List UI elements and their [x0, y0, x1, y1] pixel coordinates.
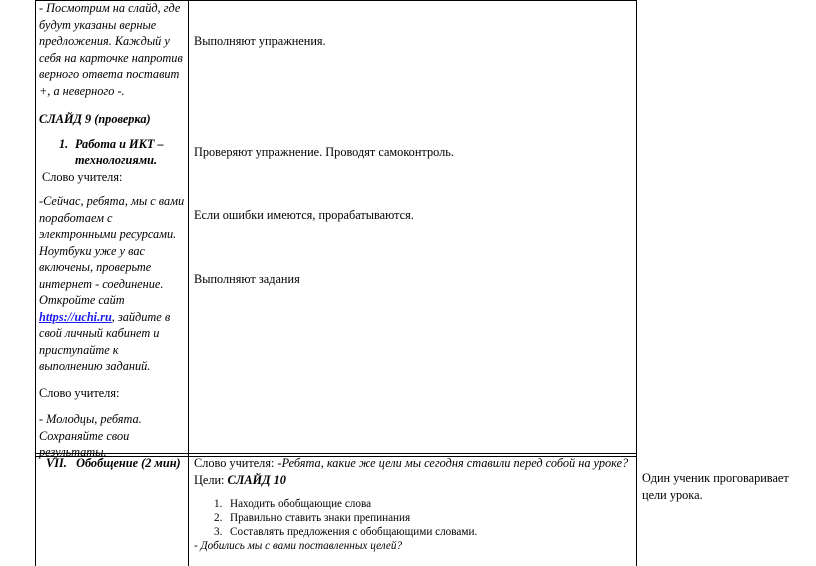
slide9-label: СЛАЙД 9 (проверка): [39, 112, 151, 126]
uchi-ru-link[interactable]: https://uchi.ru: [39, 309, 112, 324]
student-action-3: Если ошибки имеются, прорабатываются.: [194, 208, 414, 222]
student-action-2: Проверяют упражнение. Проводят самоконтроль.: [194, 145, 454, 159]
teacher-word-label-1: Слово учителя:: [42, 169, 123, 184]
list-item-text: Находить обобщающие слова: [230, 498, 372, 510]
ict-list-number: 1.: [59, 136, 69, 151]
closing-remark: - Молодцы, ребята. Сохраняйте свои результаты.: [39, 412, 142, 459]
list-item: [194, 525, 634, 539]
instructions-text-end: , зайдите в свой личный кабинет и приступайте к выполнению заданий.: [39, 309, 171, 373]
ict-list-text: Работа и ИКТ – технологиями.: [75, 136, 164, 167]
list-item-number: 1.: [214, 498, 223, 510]
list-item: [194, 497, 634, 511]
row2-teacher-column: [194, 455, 634, 553]
slide-intro-text: - Посмотрим на слайд, где будут указаны верные предложения. Каждый у себя на карточке напротив верного ответа поставит +, а неверного -.: [39, 1, 183, 98]
teacher-question: -Ребята, какие же цели мы сегодня ставили перед собой на уроке?: [277, 456, 629, 470]
teacher-word-label-2: Слово учителя:: [39, 385, 120, 400]
teacher-question-line: [194, 455, 634, 472]
goals-prefix: Цели:: [194, 472, 228, 487]
list-item-text: Правильно ставить знаки препинания: [230, 512, 411, 524]
ict-list-item: [39, 136, 185, 169]
list-item-number: 2.: [214, 512, 223, 524]
list-item: [194, 511, 634, 525]
teacher-instructions: [39, 193, 185, 375]
teacher-prefix: Слово учителя:: [194, 456, 278, 470]
row1-teacher-column: [39, 0, 185, 461]
student-action-1: Выполняют упражнения.: [194, 34, 326, 48]
goals-line: [194, 472, 634, 489]
goals-list: [194, 497, 634, 539]
list-item-text: Составлять предложения с обобщающими словами.: [230, 526, 478, 538]
student-response: Один ученик проговаривает цели урока.: [642, 471, 789, 502]
column-divider-2: [636, 0, 637, 566]
final-question: - Добились мы с вами поставленных целей?: [194, 540, 403, 552]
instructions-text-start: -Сейчас, ребята, мы с вами поработаем с электронными ресурсами. Ноутбуки уже у вас включены, проверьте интернет - соединение. Откройте сайт: [39, 194, 185, 307]
student-action-4: Выполняют задания: [194, 272, 300, 286]
list-item-number: 3.: [214, 526, 223, 538]
section-heading-generalization: VII. Обобщение (2 мин): [46, 456, 181, 470]
slide10-label: СЛАЙД 10: [227, 472, 286, 487]
column-divider-1: [188, 0, 189, 566]
table-left-border: [35, 0, 36, 566]
